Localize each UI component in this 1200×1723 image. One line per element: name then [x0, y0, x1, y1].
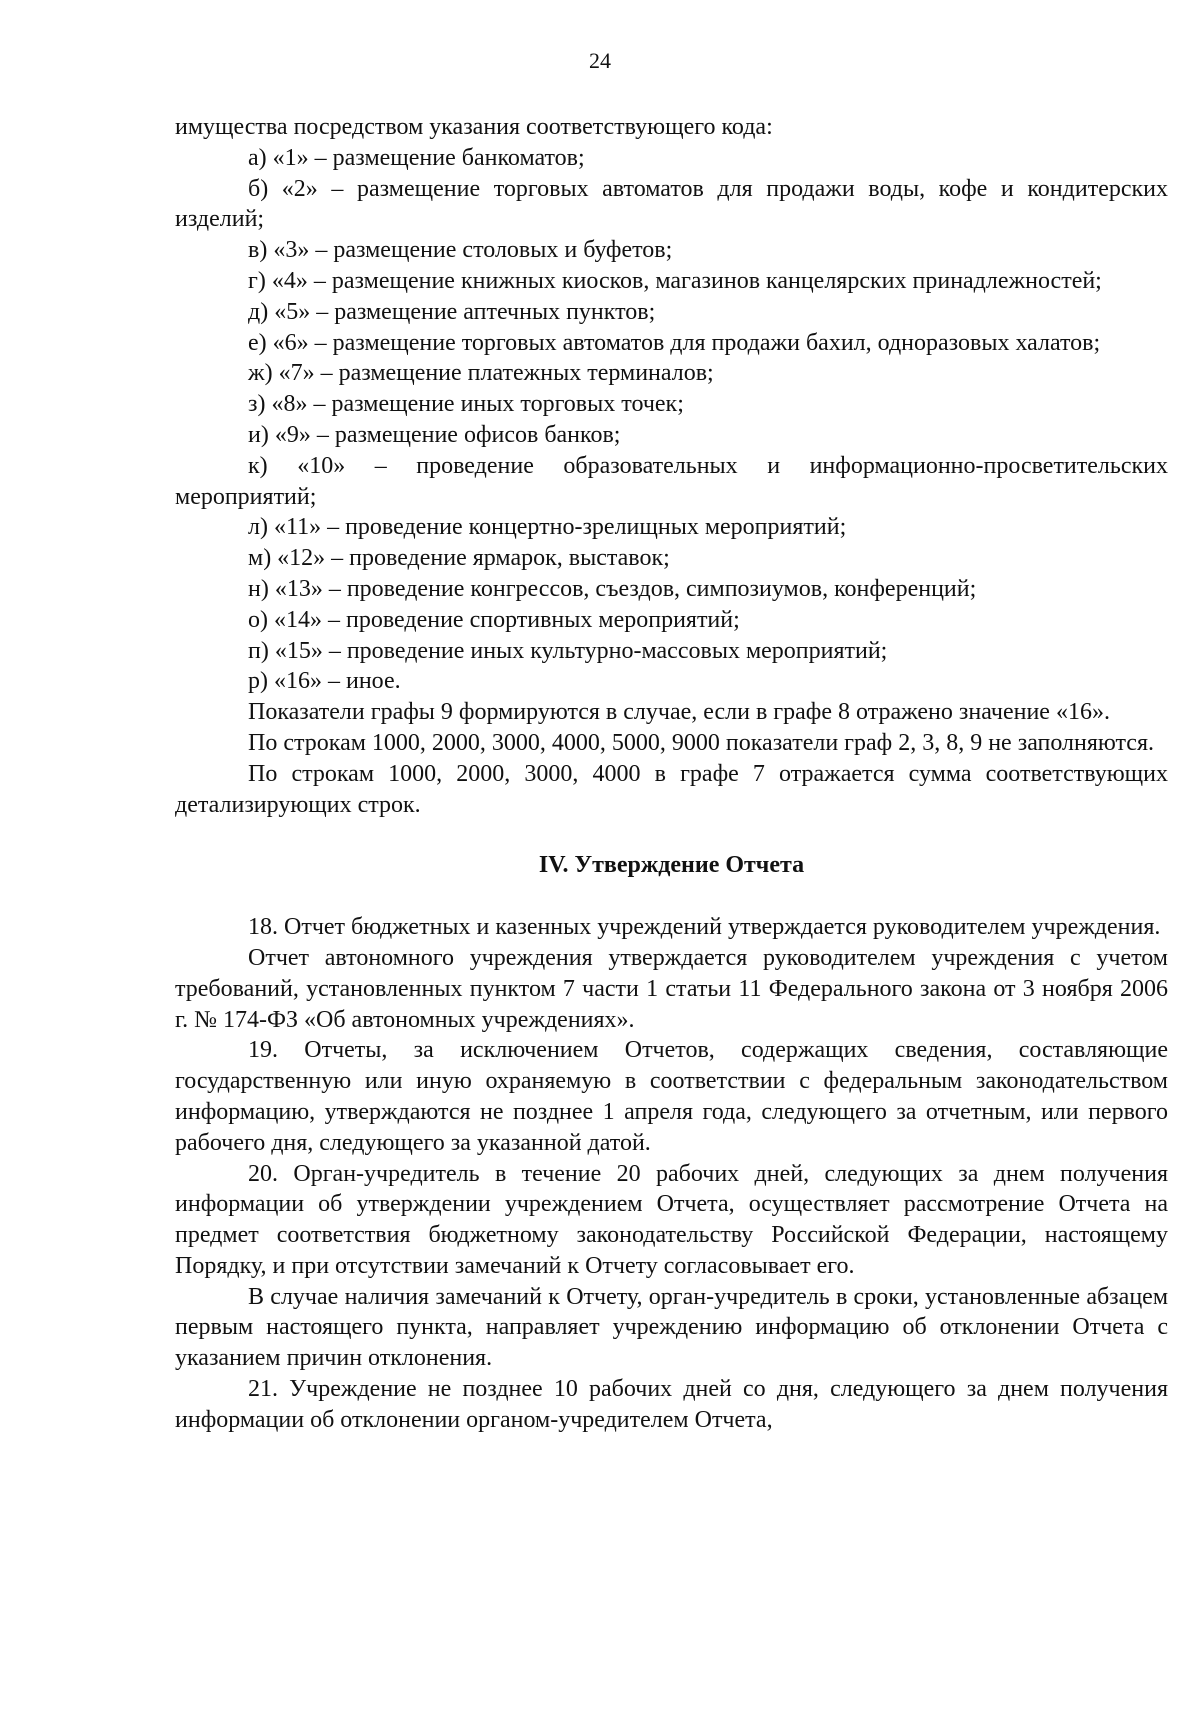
list-item: в) «3» – размещение столовых и буфетов; — [248, 237, 673, 264]
list-item: з) «8» – размещение иных торговых точек; — [248, 391, 684, 418]
list-item: и) «9» – размещение офисов банков; — [248, 421, 621, 448]
list-item: д) «5» – размещение аптечных пунктов; — [248, 298, 656, 325]
paragraph: По строкам 1000, 2000, 3000, 4000, 5000, 9000 показатели граф 2, 3, 8, 9 не заполняются. — [248, 729, 1154, 756]
page-number: 24 — [589, 48, 611, 73]
paragraph: По строкам 1000, 2000, 3000, 4000 в графе 7 отражается сумма соответствующих детализирующих строк. — [175, 760, 1168, 818]
list-item: ж) «7» – размещение платежных терминалов; — [248, 360, 714, 387]
paragraph: 18. Отчет бюджетных и казенных учреждений утверждается руководителем учреждения. — [248, 914, 1161, 941]
paragraph: 19. Отчеты, за исключением Отчетов, содержащих сведения, составляющие государственную или иную охраняемую в соответствии с федеральным законодательством информацию, утверждаются не позднее 1 апреля года, следующего за отчетным, или первого рабочего дня, следующего за указанной датой. — [175, 1037, 1168, 1156]
list-item: п) «15» – проведение иных культурно-массовых мероприятий; — [248, 637, 888, 664]
paragraph: В случае наличия замечаний к Отчету, орган-учредитель в сроки, установленные абзацем первым настоящего пункта, направляет учреждению информацию об отклонении Отчета с указанием причин отклонения. — [175, 1283, 1168, 1372]
document-body — [175, 112, 1168, 1436]
list-item: р) «16» – иное. — [248, 668, 401, 695]
list-item: м) «12» – проведение ярмарок, выставок; — [248, 545, 670, 572]
list-item: н) «13» – проведение конгрессов, съездов, симпозиумов, конференций; — [248, 575, 977, 602]
paragraph: Отчет автономного учреждения утверждается руководителем учреждения с учетом требований, установленных пунктом 7 части 1 статьи 11 Федерального закона от 3 ноября 2006 г. № 174-ФЗ «Об автономных учреждениях». — [175, 944, 1168, 1033]
list-item: л) «11» – проведение концертно-зрелищных мероприятий; — [248, 514, 847, 541]
list-item: е) «6» – размещение торговых автоматов для продажи бахил, одноразовых халатов; — [248, 329, 1101, 356]
paragraph: имущества посредством указания соответствующего кода: — [175, 114, 773, 140]
list-item: б) «2» – размещение торговых автоматов для продажи воды, кофе и кондитерских изделий; — [175, 175, 1168, 233]
list-item: о) «14» – проведение спортивных мероприятий; — [248, 606, 740, 633]
section-heading: IV. Утверждение Отчета — [538, 852, 805, 879]
list-item: к) «10» – проведение образовательных и информационно-просветительских мероприятий; — [175, 452, 1168, 510]
paragraph: 20. Орган-учредитель в течение 20 рабочих дней, следующих за днем получения информации об утверждении учреждением Отчета, осуществляет рассмотрение Отчета на предмет соответствия бюджетному законодательству Российской Федерации, настоящему Порядку, и при отсутствии замечаний к Отчету согласовывает его. — [175, 1160, 1168, 1279]
list-item: а) «1» – размещение банкоматов; — [248, 144, 585, 171]
paragraph: Показатели графы 9 формируются в случае, если в графе 8 отражено значение «16». — [248, 699, 1110, 726]
list-item: г) «4» – размещение книжных киосков, магазинов канцелярских принадлежностей; — [248, 267, 1102, 294]
paragraph: 21. Учреждение не позднее 10 рабочих дней со дня, следующего за днем получения информации об отклонении органом-учредителем Отчета, — [175, 1376, 1168, 1433]
